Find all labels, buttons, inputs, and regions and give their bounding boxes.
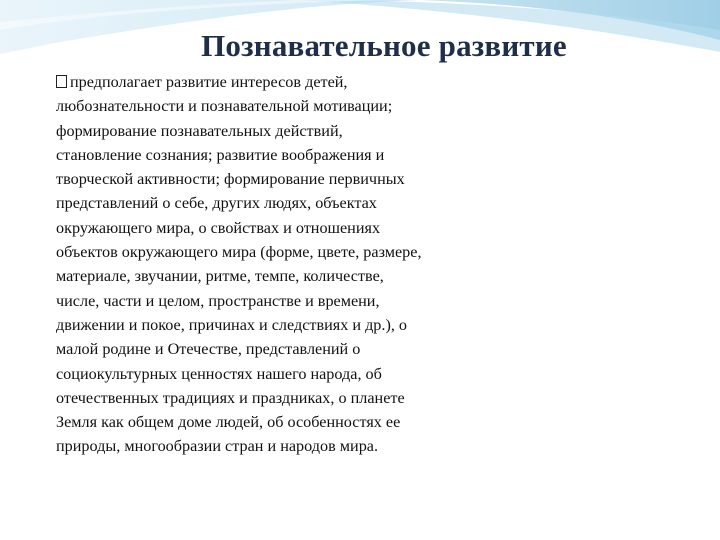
body-line: окружающего мира, о свойствах и отношениях <box>56 218 381 237</box>
body-line: движении и покое, причинах и следствиях и др.), о <box>56 315 408 334</box>
body-line: материале, звучании, ритме, темпе, количестве, <box>56 267 384 286</box>
slide-title: Познавательное развитие <box>201 28 567 63</box>
body-line: малой родине и Отечестве, представлений о <box>56 340 361 359</box>
body-line <box>56 70 526 94</box>
body-line: числе, части и целом, пространстве и времени, <box>56 291 380 310</box>
empty-square-bullet-icon <box>56 75 67 88</box>
body-text <box>56 70 526 459</box>
body-line: представлений о себе, других людях, объектах <box>56 194 377 213</box>
body-line: любознательности и познавательной мотивации; <box>56 97 393 116</box>
body-line: природы, многообразии стран и народов мира. <box>56 437 379 456</box>
body-line: формирование познавательных действий, <box>56 121 343 140</box>
body-line: становление сознания; развитие воображения и <box>56 145 385 164</box>
body-line: Земля как общем доме людей, об особенностях ее <box>56 413 401 432</box>
body-line-text: предполагает развитие интересов детей, <box>70 73 348 91</box>
body-line: отечественных традициях и праздниках, о планете <box>56 388 405 407</box>
body-line: социокультурных ценностях нашего народа, об <box>56 364 382 383</box>
body-line: творческой активности; формирование первичных <box>56 170 405 189</box>
body-line: объектов окружающего мира (форме, цвете, размере, <box>56 243 422 262</box>
